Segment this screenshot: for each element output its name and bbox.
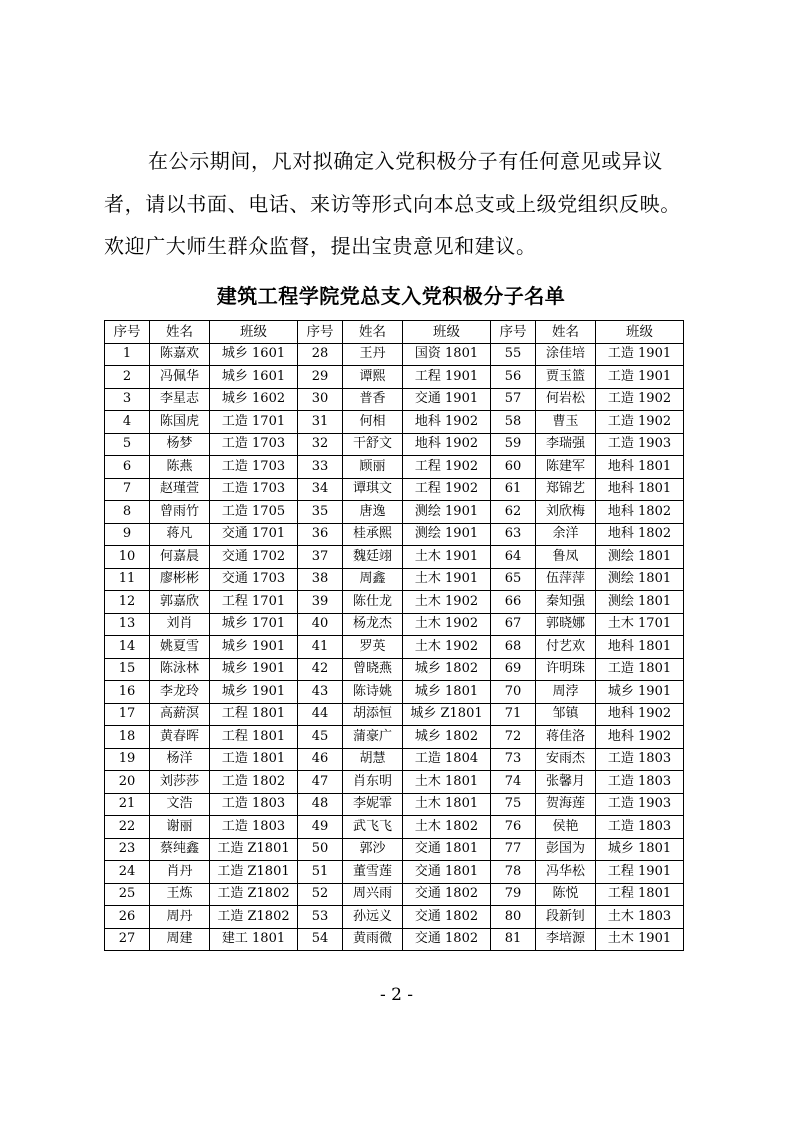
cell-name: 蒋佳洛: [536, 726, 596, 749]
cell-name: 廖彬彬: [150, 568, 210, 591]
cell-name: 罗英: [343, 636, 403, 659]
table-row: [105, 546, 684, 569]
cell-name: 陈诗姚: [343, 681, 403, 704]
cell-name: 陈国虎: [150, 411, 210, 434]
cell-class: 土木 1901: [403, 546, 491, 569]
cell-serial: 43: [298, 681, 343, 704]
cell-name: 孙远义: [343, 906, 403, 929]
cell-class: 工造 1703: [210, 478, 298, 501]
cell-name: 段新钊: [536, 906, 596, 929]
table-row: [105, 883, 684, 906]
cell-class: 工程 1801: [210, 726, 298, 749]
cell-name: 周兴雨: [343, 883, 403, 906]
table-row: [105, 906, 684, 929]
cell-class: 工造 1901: [596, 366, 684, 389]
cell-name: 贾玉篮: [536, 366, 596, 389]
cell-serial: 35: [298, 501, 343, 524]
table-row: [105, 793, 684, 816]
cell-name: 何嘉晨: [150, 546, 210, 569]
cell-serial: 34: [298, 478, 343, 501]
cell-class: 地科 1902: [596, 703, 684, 726]
cell-serial: 48: [298, 793, 343, 816]
cell-class: 工程 1701: [210, 591, 298, 614]
cell-serial: 3: [105, 388, 150, 411]
document-title: 建筑工程学院党总支入党积极分子名单: [216, 284, 566, 308]
cell-serial: 33: [298, 456, 343, 479]
cell-serial: 4: [105, 411, 150, 434]
cell-name: 王丹: [343, 343, 403, 366]
cell-name: 陈悦: [536, 883, 596, 906]
cell-class: 交通 1801: [403, 861, 491, 884]
cell-serial: 57: [491, 388, 536, 411]
cell-serial: 46: [298, 748, 343, 771]
cell-serial: 68: [491, 636, 536, 659]
cell-serial: 2: [105, 366, 150, 389]
cell-serial: 17: [105, 703, 150, 726]
cell-serial: 36: [298, 523, 343, 546]
cell-name: 陈泳林: [150, 658, 210, 681]
cell-class: 工造 Z1802: [210, 883, 298, 906]
cell-name: 普香: [343, 388, 403, 411]
cell-serial: 6: [105, 456, 150, 479]
cell-name: 郭晓娜: [536, 613, 596, 636]
cell-serial: 76: [491, 816, 536, 839]
table-row: [105, 928, 684, 951]
cell-class: 测绘 1801: [596, 591, 684, 614]
cell-serial: 10: [105, 546, 150, 569]
cell-name: 赵瑾萱: [150, 478, 210, 501]
cell-serial: 65: [491, 568, 536, 591]
cell-name: 蒋凡: [150, 523, 210, 546]
cell-class: 工造 1803: [596, 771, 684, 794]
cell-name: 付艺欢: [536, 636, 596, 659]
header-name: 姓名: [343, 321, 403, 344]
cell-name: 谢丽: [150, 816, 210, 839]
cell-name: 李星志: [150, 388, 210, 411]
cell-class: 土木 1801: [403, 771, 491, 794]
cell-class: 城乡 1801: [596, 838, 684, 861]
cell-class: 交通 1901: [403, 388, 491, 411]
cell-class: 工造 1703: [210, 456, 298, 479]
cell-serial: 18: [105, 726, 150, 749]
cell-class: 城乡 1602: [210, 388, 298, 411]
table-row: [105, 636, 684, 659]
cell-name: 贺海莲: [536, 793, 596, 816]
cell-class: 工程 1901: [403, 366, 491, 389]
cell-class: 城乡 1901: [210, 681, 298, 704]
cell-serial: 80: [491, 906, 536, 929]
cell-name: 唐逸: [343, 501, 403, 524]
cell-class: 土木 1902: [403, 591, 491, 614]
cell-serial: 7: [105, 478, 150, 501]
cell-class: 工造 1803: [596, 816, 684, 839]
cell-name: 胡慧: [343, 748, 403, 771]
cell-name: 魏廷翊: [343, 546, 403, 569]
cell-class: 交通 1703: [210, 568, 298, 591]
cell-class: 地科 1801: [596, 636, 684, 659]
cell-name: 秦知强: [536, 591, 596, 614]
cell-class: 土木 1701: [596, 613, 684, 636]
table-row: [105, 726, 684, 749]
cell-class: 土木 1801: [403, 793, 491, 816]
cell-name: 曾雨竹: [150, 501, 210, 524]
cell-class: 工造 1801: [210, 748, 298, 771]
cell-class: 交通 1802: [403, 883, 491, 906]
cell-name: 侯艳: [536, 816, 596, 839]
cell-serial: 51: [298, 861, 343, 884]
header-class: 班级: [210, 321, 298, 344]
cell-class: 交通 1702: [210, 546, 298, 569]
cell-name: 安雨杰: [536, 748, 596, 771]
cell-class: 地科 1801: [596, 456, 684, 479]
cell-class: 工造 1902: [596, 388, 684, 411]
cell-name: 周鑫: [343, 568, 403, 591]
cell-name: 李培源: [536, 928, 596, 951]
cell-class: 土木 1802: [403, 816, 491, 839]
cell-name: 肖东明: [343, 771, 403, 794]
cell-class: 工造 1802: [210, 771, 298, 794]
cell-serial: 19: [105, 748, 150, 771]
table-row: [105, 523, 684, 546]
table-row: [105, 388, 684, 411]
cell-name: 李瑞强: [536, 433, 596, 456]
table-header-row: [105, 321, 684, 344]
cell-class: 地科 1802: [596, 523, 684, 546]
cell-name: 顾丽: [343, 456, 403, 479]
cell-serial: 72: [491, 726, 536, 749]
cell-serial: 21: [105, 793, 150, 816]
cell-serial: 71: [491, 703, 536, 726]
cell-serial: 49: [298, 816, 343, 839]
cell-class: 工造 1803: [210, 793, 298, 816]
cell-name: 陈仕龙: [343, 591, 403, 614]
cell-name: 曹玉: [536, 411, 596, 434]
cell-serial: 63: [491, 523, 536, 546]
cell-serial: 53: [298, 906, 343, 929]
cell-name: 周建: [150, 928, 210, 951]
cell-serial: 60: [491, 456, 536, 479]
cell-class: 交通 1701: [210, 523, 298, 546]
cell-serial: 73: [491, 748, 536, 771]
cell-class: 工程 1901: [596, 861, 684, 884]
cell-class: 工造 Z1802: [210, 906, 298, 929]
cell-class: 工程 1902: [403, 456, 491, 479]
cell-name: 蔡纯鑫: [150, 838, 210, 861]
header-class: 班级: [596, 321, 684, 344]
table-row: [105, 456, 684, 479]
cell-name: 黄雨微: [343, 928, 403, 951]
notice-paragraph: [104, 140, 694, 268]
page-number: - 2 -: [379, 985, 414, 1005]
cell-serial: 14: [105, 636, 150, 659]
table-row: [105, 861, 684, 884]
cell-serial: 81: [491, 928, 536, 951]
cell-serial: 44: [298, 703, 343, 726]
cell-serial: 42: [298, 658, 343, 681]
cell-class: 交通 1801: [403, 838, 491, 861]
cell-serial: 66: [491, 591, 536, 614]
cell-class: 工造 1705: [210, 501, 298, 524]
cell-name: 何岩松: [536, 388, 596, 411]
cell-class: 土木 1901: [596, 928, 684, 951]
cell-class: 工造 1803: [596, 748, 684, 771]
cell-serial: 39: [298, 591, 343, 614]
cell-name: 杨梦: [150, 433, 210, 456]
cell-serial: 74: [491, 771, 536, 794]
cell-serial: 24: [105, 861, 150, 884]
cell-serial: 67: [491, 613, 536, 636]
cell-class: 地科 1801: [596, 478, 684, 501]
cell-serial: 37: [298, 546, 343, 569]
table-row: [105, 411, 684, 434]
cell-name: 谭琪文: [343, 478, 403, 501]
cell-class: 地科 1902: [403, 411, 491, 434]
cell-class: 工造 1803: [210, 816, 298, 839]
cell-class: 城乡 Z1801: [403, 703, 491, 726]
cell-class: 地科 1802: [596, 501, 684, 524]
cell-name: 武飞飞: [343, 816, 403, 839]
cell-serial: 32: [298, 433, 343, 456]
table-row: [105, 816, 684, 839]
table-row: [105, 343, 684, 366]
cell-class: 城乡 1901: [210, 636, 298, 659]
cell-class: 测绘 1901: [403, 523, 491, 546]
cell-serial: 69: [491, 658, 536, 681]
cell-name: 鲁凤: [536, 546, 596, 569]
cell-serial: 22: [105, 816, 150, 839]
cell-serial: 5: [105, 433, 150, 456]
table-row: [105, 748, 684, 771]
cell-name: 谭熙: [343, 366, 403, 389]
table-row: [105, 478, 684, 501]
cell-name: 李龙玲: [150, 681, 210, 704]
table-row: [105, 613, 684, 636]
cell-name: 许明珠: [536, 658, 596, 681]
cell-class: 地科 1902: [596, 726, 684, 749]
table-body: [105, 343, 684, 951]
cell-serial: 23: [105, 838, 150, 861]
cell-name: 肖丹: [150, 861, 210, 884]
cell-serial: 55: [491, 343, 536, 366]
cell-name: 蒲豪广: [343, 726, 403, 749]
cell-serial: 77: [491, 838, 536, 861]
cell-name: 周丹: [150, 906, 210, 929]
cell-serial: 79: [491, 883, 536, 906]
cell-serial: 28: [298, 343, 343, 366]
cell-class: 工造 Z1801: [210, 861, 298, 884]
cell-class: 城乡 1901: [210, 658, 298, 681]
cell-serial: 59: [491, 433, 536, 456]
cell-class: 工造 1903: [596, 793, 684, 816]
cell-name: 干舒文: [343, 433, 403, 456]
cell-serial: 12: [105, 591, 150, 614]
cell-name: 张馨月: [536, 771, 596, 794]
cell-serial: 13: [105, 613, 150, 636]
header-serial: 序号: [298, 321, 343, 344]
cell-class: 城乡 1802: [403, 658, 491, 681]
cell-serial: 27: [105, 928, 150, 951]
cell-name: 李妮霏: [343, 793, 403, 816]
cell-class: 土木 1902: [403, 636, 491, 659]
cell-serial: 70: [491, 681, 536, 704]
cell-serial: 1: [105, 343, 150, 366]
cell-name: 董雪莲: [343, 861, 403, 884]
cell-name: 郑锦艺: [536, 478, 596, 501]
cell-class: 城乡 1801: [403, 681, 491, 704]
cell-class: 工造 1804: [403, 748, 491, 771]
cell-serial: 30: [298, 388, 343, 411]
cell-class: 土木 1901: [403, 568, 491, 591]
cell-serial: 20: [105, 771, 150, 794]
table-row: [105, 703, 684, 726]
cell-name: 文浩: [150, 793, 210, 816]
cell-serial: 45: [298, 726, 343, 749]
cell-class: 城乡 1601: [210, 343, 298, 366]
cell-class: 国资 1801: [403, 343, 491, 366]
cell-serial: 50: [298, 838, 343, 861]
cell-class: 城乡 1601: [210, 366, 298, 389]
cell-class: 工造 1801: [596, 658, 684, 681]
cell-serial: 61: [491, 478, 536, 501]
cell-class: 工造 1902: [596, 411, 684, 434]
cell-name: 王炼: [150, 883, 210, 906]
cell-name: 刘莎莎: [150, 771, 210, 794]
notice-line-1: 在公示期间，凡对拟确定入党积极分子有任何意见或异议: [148, 149, 663, 173]
cell-name: 郭沙: [343, 838, 403, 861]
cell-class: 土木 1803: [596, 906, 684, 929]
cell-class: 工造 1903: [596, 433, 684, 456]
table-row: [105, 433, 684, 456]
cell-serial: 25: [105, 883, 150, 906]
cell-serial: 26: [105, 906, 150, 929]
cell-serial: 16: [105, 681, 150, 704]
header-serial: 序号: [105, 321, 150, 344]
cell-class: 城乡 1802: [403, 726, 491, 749]
cell-serial: 56: [491, 366, 536, 389]
table-row: [105, 771, 684, 794]
header-serial: 序号: [491, 321, 536, 344]
cell-serial: 15: [105, 658, 150, 681]
cell-name: 黄春晖: [150, 726, 210, 749]
cell-serial: 40: [298, 613, 343, 636]
cell-class: 工造 1901: [596, 343, 684, 366]
cell-serial: 31: [298, 411, 343, 434]
cell-class: 测绘 1801: [596, 568, 684, 591]
notice-line-3: 欢迎广大师生群众监督，提出宝贵意见和建议。: [104, 234, 537, 258]
cell-name: 杨龙杰: [343, 613, 403, 636]
cell-class: 城乡 1901: [596, 681, 684, 704]
cell-class: 城乡 1701: [210, 613, 298, 636]
cell-name: 何相: [343, 411, 403, 434]
cell-class: 工程 1801: [596, 883, 684, 906]
table-row: [105, 591, 684, 614]
cell-serial: 52: [298, 883, 343, 906]
cell-name: 伍萍萍: [536, 568, 596, 591]
cell-serial: 75: [491, 793, 536, 816]
header-name: 姓名: [150, 321, 210, 344]
cell-class: 土木 1902: [403, 613, 491, 636]
cell-name: 冯华松: [536, 861, 596, 884]
cell-name: 刘肖: [150, 613, 210, 636]
cell-serial: 58: [491, 411, 536, 434]
notice-line-2: 者，请以书面、电话、来访等形式向本总支或上级党组织反映。: [104, 191, 681, 216]
header-name: 姓名: [536, 321, 596, 344]
cell-serial: 29: [298, 366, 343, 389]
cell-class: 地科 1902: [403, 433, 491, 456]
cell-serial: 41: [298, 636, 343, 659]
cell-class: 交通 1802: [403, 906, 491, 929]
cell-class: 工造 1701: [210, 411, 298, 434]
cell-class: 工造 Z1801: [210, 838, 298, 861]
cell-serial: 54: [298, 928, 343, 951]
cell-name: 冯佩华: [150, 366, 210, 389]
cell-name: 桂承熙: [343, 523, 403, 546]
cell-name: 曾晓燕: [343, 658, 403, 681]
cell-name: 姚夏雪: [150, 636, 210, 659]
cell-name: 彭国为: [536, 838, 596, 861]
cell-name: 周浡: [536, 681, 596, 704]
table-row: [105, 838, 684, 861]
cell-serial: 62: [491, 501, 536, 524]
cell-class: 工造 1703: [210, 433, 298, 456]
table-row: [105, 366, 684, 389]
cell-name: 陈建军: [536, 456, 596, 479]
cell-serial: 78: [491, 861, 536, 884]
cell-name: 涂佳培: [536, 343, 596, 366]
table-row: [105, 658, 684, 681]
cell-name: 郭嘉欣: [150, 591, 210, 614]
cell-name: 余洋: [536, 523, 596, 546]
activist-roster-table: [104, 320, 684, 951]
cell-class: 工程 1801: [210, 703, 298, 726]
cell-name: 高薪溟: [150, 703, 210, 726]
cell-class: 交通 1802: [403, 928, 491, 951]
cell-name: 杨洋: [150, 748, 210, 771]
cell-serial: 38: [298, 568, 343, 591]
cell-class: 工程 1902: [403, 478, 491, 501]
table-row: [105, 568, 684, 591]
cell-serial: 47: [298, 771, 343, 794]
cell-class: 建工 1801: [210, 928, 298, 951]
cell-serial: 11: [105, 568, 150, 591]
cell-class: 测绘 1901: [403, 501, 491, 524]
cell-name: 陈燕: [150, 456, 210, 479]
table-row: [105, 681, 684, 704]
cell-serial: 9: [105, 523, 150, 546]
cell-class: 测绘 1801: [596, 546, 684, 569]
cell-name: 胡添恒: [343, 703, 403, 726]
header-class: 班级: [403, 321, 491, 344]
cell-name: 刘欣梅: [536, 501, 596, 524]
table-row: [105, 501, 684, 524]
cell-serial: 8: [105, 501, 150, 524]
cell-name: 陈嘉欢: [150, 343, 210, 366]
cell-serial: 64: [491, 546, 536, 569]
cell-name: 邹镇: [536, 703, 596, 726]
